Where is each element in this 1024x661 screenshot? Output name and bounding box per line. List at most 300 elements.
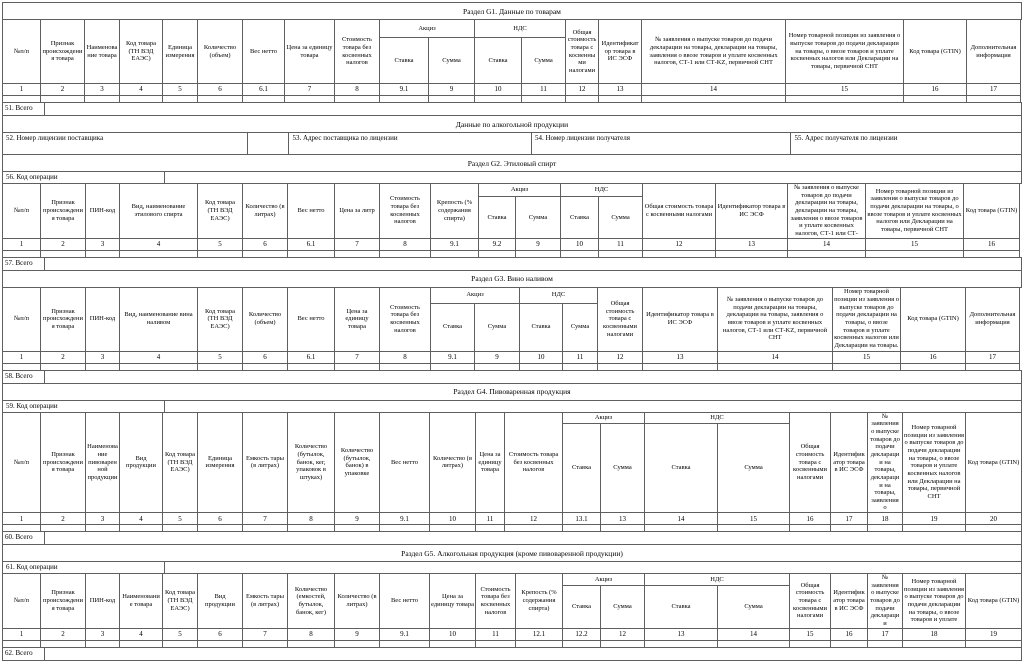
column-header (86, 574, 120, 629)
license-cell-label: 53. Адрес поставщика по лицензии (292, 134, 398, 142)
column-header (598, 287, 643, 351)
column-header (833, 287, 901, 351)
column-header-label: Вес нетто (297, 315, 325, 323)
g2-total-row (2, 257, 1022, 271)
column-group-label: НДС (710, 414, 724, 422)
column-number: 5 (198, 351, 243, 363)
column-header (429, 38, 475, 84)
column-group-label: НДС (551, 291, 566, 299)
column-header-label: Цена за единицу товара (286, 43, 333, 59)
section-table-g2 (2, 183, 1020, 258)
column-header-label: Идентификатор товара в ИС ЭСФ (601, 40, 639, 63)
column-header-label: Ставка (488, 56, 508, 64)
column-header-label: Количество (в литрах) (432, 454, 473, 470)
column-group-label: НДС (594, 186, 609, 194)
column-group-header (645, 412, 790, 424)
column-number: 14 (788, 238, 866, 250)
column-number: 11 (563, 351, 598, 363)
column-number: 3 (85, 84, 120, 96)
column-group-header (645, 574, 790, 586)
license-cell (248, 133, 290, 154)
column-number: 17 (831, 513, 868, 525)
column-header-label: Код товара (ТН ВЭД ЕАЭС) (204, 199, 235, 222)
operation-code-label: 61. Код операции (3, 562, 165, 573)
column-header (601, 424, 645, 513)
column-number: 9.1 (380, 84, 429, 96)
column-group-header (475, 20, 566, 38)
column-header (967, 20, 1021, 84)
column-number: 4 (120, 628, 163, 640)
column-header-label: № заявления о выпуске товаров до подачи декларации (870, 574, 900, 628)
column-number: 4 (120, 513, 163, 525)
license-cell (532, 133, 791, 154)
column-number: 9.1 (431, 351, 475, 363)
column-header-label: Вид, наименование вина наливом (124, 311, 193, 327)
operation-code-value-cell (165, 401, 1021, 412)
column-header-label: Признак происхождения товара (43, 307, 83, 330)
column-number: 1 (3, 513, 41, 525)
license-cell-label: 54. Номер лицензии получателя (534, 134, 630, 142)
column-header-label: № заявления о выпуске товаров до подачи декларации на товары, декларации на товары, заявления о ввозе товаров и уплате косвенных налогов, СТ-1 или СТ-KZ, первичной СНТ (649, 36, 778, 67)
license-cell (791, 133, 1021, 154)
column-header (566, 20, 599, 84)
column-header-label: Стоимость товара без косвенных налогов (342, 36, 372, 67)
column-header-label: Ставка (571, 602, 592, 610)
column-header (120, 20, 163, 84)
column-header-label: Код товара (GTIN) (965, 206, 1018, 214)
total-value-cell (45, 371, 1021, 383)
column-header (3, 287, 41, 351)
license-cell (3, 133, 248, 154)
column-header-label: №п/п (14, 315, 29, 323)
column-header (431, 303, 475, 351)
column-number: 10 (430, 513, 476, 525)
column-number: 15 (718, 513, 790, 525)
column-header-label: Идентификатор товара в ИС ЭСФ (646, 311, 714, 327)
column-header-label: Сумма (442, 56, 461, 64)
column-number: 12 (505, 513, 563, 525)
g4-operation-code-row (2, 400, 1022, 413)
column-header (522, 38, 566, 84)
column-number: 2 (41, 628, 86, 640)
column-number: 9 (475, 351, 520, 363)
column-header (3, 184, 41, 239)
g5-operation-code-row (2, 561, 1022, 574)
column-header (335, 412, 380, 513)
column-header-label: Вид продукции (205, 593, 235, 608)
column-header-label: Количество (объем) (248, 311, 282, 327)
column-header (563, 303, 598, 351)
column-header (198, 184, 243, 239)
g5-total-row (2, 647, 1022, 661)
column-header-label: Сумма (613, 602, 632, 610)
column-header (642, 20, 786, 84)
column-number: 6.1 (288, 238, 335, 250)
column-number: 6.1 (288, 351, 335, 363)
column-header (243, 184, 288, 239)
column-header-label: Крепость (% содержания спирта) (436, 199, 473, 222)
column-number: 6 (243, 238, 288, 250)
column-number: 17 (966, 351, 1020, 363)
column-number: 14 (718, 628, 790, 640)
column-header (831, 574, 868, 629)
column-number: 8 (288, 513, 335, 525)
column-number: 6 (198, 513, 243, 525)
column-header-label: Единица измерения (205, 454, 235, 470)
column-number: 1 (3, 351, 41, 363)
column-number: 16 (904, 84, 967, 96)
column-number: 12 (566, 84, 599, 96)
column-header (3, 20, 41, 84)
column-number: 9.1 (380, 628, 430, 640)
column-header-label: ПИН-код (89, 597, 116, 605)
operation-code-label: 56. Код операции (3, 172, 165, 183)
section-g3-title (2, 270, 1022, 288)
column-number: 13.1 (563, 513, 601, 525)
column-header-label: Номер товарной позиции из заявления о выпуске товаров до подачи декларации на товары, о ввозе товаров и уплате косвенных налогов или Декларации на товары, первичной СНТ (867, 187, 962, 234)
column-header (516, 574, 563, 629)
column-header (41, 184, 86, 239)
column-header (86, 184, 120, 239)
alcohol-data-band (2, 115, 1022, 133)
column-header-label: Общая стоимость товара с косвенными налогами (793, 581, 827, 620)
column-header-label: Признак происхождения товара (42, 40, 83, 63)
column-header-label: Цена за литр (339, 206, 375, 214)
column-header-label: Сумма (487, 323, 507, 331)
column-header-label: Вес нетто (297, 206, 325, 214)
column-number: 15 (833, 351, 901, 363)
column-header-label: Общая стоимость товара с косвенными налогами (567, 28, 597, 74)
column-header (120, 412, 163, 513)
column-group-header (520, 287, 598, 303)
total-value-cell (45, 103, 1021, 115)
column-number: 16 (790, 513, 831, 525)
column-header (904, 20, 967, 84)
column-number: 10 (430, 628, 476, 640)
column-header (903, 412, 966, 513)
column-number: 9.1 (431, 238, 479, 250)
column-header (479, 197, 516, 239)
column-header (335, 287, 380, 351)
column-header (380, 574, 430, 629)
column-header-label: Количество (бутылок, банок, кег, упаковок в штуках) (294, 443, 328, 481)
column-number: 1 (3, 84, 41, 96)
column-number: 13 (601, 513, 645, 525)
column-header-label: №п/п (14, 47, 29, 55)
total-label: 57. Всего (3, 258, 45, 270)
column-number: 11 (476, 513, 505, 525)
column-header-label: Наименование товара (86, 43, 118, 59)
column-header (718, 424, 790, 513)
total-label: 60. Всего (3, 532, 45, 544)
column-header (380, 412, 430, 513)
section-g1-title (2, 2, 1022, 20)
column-header-label: Сумма (534, 56, 553, 64)
column-number: 8 (380, 351, 431, 363)
column-group-label: Акциз (594, 414, 613, 422)
operation-code-value-cell (165, 562, 1021, 573)
column-number: 13 (645, 628, 718, 640)
license-cell-label: 52. Номер лицензии поставщика (6, 134, 104, 142)
column-header-label: Ставка (671, 602, 691, 610)
g3-total-row (2, 370, 1022, 384)
column-header-label: Сумма (613, 464, 632, 472)
section-title-text: Раздел G4. Пивоваренная продукция (453, 387, 571, 397)
column-number: 4 (120, 351, 198, 363)
column-number: 9 (516, 238, 561, 250)
column-header-label: Общая стоимость товара с косвенными налогами (793, 443, 827, 481)
column-header-label: Наименование товара (122, 593, 160, 608)
column-header-label: Цена за единицу товара (478, 450, 502, 474)
column-header-label: Код товара (ТН ВЭД ЕАЭС) (204, 307, 235, 330)
section-title-text: Раздел G1. Данные по товарам (463, 6, 561, 16)
section-title-text: Раздел G5. Алкогольная продукция (кроме пивоваренной продукции) (401, 548, 623, 558)
column-header (163, 412, 198, 513)
column-number: 3 (86, 628, 120, 640)
column-header-label: Сумма (744, 464, 763, 472)
column-group-label: НДС (710, 575, 724, 583)
column-header-label: Стоимость товара без косвенных налогов (480, 585, 511, 616)
column-header (163, 20, 198, 84)
column-number: 6.1 (243, 84, 285, 96)
column-header (41, 412, 86, 513)
column-header (41, 574, 86, 629)
column-header-label: Номер товарной позиции из заявления о выпуске товаров до подачи декларации на товары, о ввозе товаров и уплате косвенных налогов или Декларации на товары. (834, 288, 899, 350)
column-header (788, 184, 866, 239)
column-header (964, 184, 1020, 239)
column-header-label: Код товара (GTIN) (967, 458, 1020, 466)
column-header-label: № заявления о выпуске товаров до подачи декларации на товары, декларации на товары, заявления о ввозе товаров и уплате косвенных налогов, СТ-1 или СТ-KZ, первичной СНТ (722, 296, 828, 342)
column-header-label: Вес нетто (249, 47, 278, 55)
column-number: 7 (243, 628, 288, 640)
column-number: 16 (901, 351, 966, 363)
column-header (868, 412, 903, 513)
column-number: 19 (966, 628, 1022, 640)
column-number: 12 (598, 351, 643, 363)
column-header (790, 574, 831, 629)
column-number: 14 (718, 351, 833, 363)
column-header (288, 184, 335, 239)
column-header-label: Ставка (671, 464, 691, 472)
column-header-label: №п/п (14, 206, 29, 214)
column-header (645, 424, 718, 513)
column-number: 16 (831, 628, 868, 640)
column-header-label: Признак происхождения товара (43, 450, 83, 474)
column-header (643, 184, 716, 239)
column-header (966, 287, 1020, 351)
total-value-cell (45, 648, 1021, 660)
column-number: 6 (198, 628, 243, 640)
column-header (198, 412, 243, 513)
operation-code-value-cell (165, 172, 1021, 183)
column-header (85, 20, 120, 84)
column-header (601, 585, 645, 628)
column-header (563, 424, 601, 513)
column-number: 9 (429, 84, 475, 96)
section-g5-title (2, 544, 1022, 562)
column-number: 7 (335, 238, 380, 250)
column-header-label: Общая стоимость товара с косвенными налогами (644, 203, 714, 218)
column-header (645, 585, 718, 628)
column-header-label: Код товара (ТН ВЭД ЕАЭС) (164, 589, 195, 612)
column-number: 8 (335, 84, 380, 96)
column-number: 5 (198, 238, 243, 250)
column-header (475, 38, 522, 84)
column-group-header (479, 184, 561, 197)
section-g2-title (2, 154, 1022, 172)
column-number: 9 (335, 513, 380, 525)
column-header-label: Ставка (442, 323, 463, 331)
column-header (790, 412, 831, 513)
column-header (288, 287, 335, 351)
column-header (475, 303, 520, 351)
column-number: 10 (561, 238, 599, 250)
column-header-label: Емкость тары (в литрах) (245, 454, 285, 470)
section-table-g3 (2, 287, 1020, 371)
column-header-label: Сумма (570, 323, 590, 331)
column-header (285, 20, 335, 84)
column-header-label: Вид продукции (126, 454, 156, 470)
section-title-text: Раздел G3. Вино наливом (471, 274, 553, 284)
g2-operation-code-row (2, 171, 1022, 184)
column-header-label: Емкость тары (в литрах) (245, 593, 285, 608)
column-header-label: Код товара (GTIN) (907, 315, 959, 323)
column-header-label: Идентификатор товара в ИС ЭСФ (833, 450, 865, 474)
license-cell-label: 55. Адрес получателя по лицензии (794, 134, 898, 142)
column-header-label: Стоимость товара без косвенных налогов (390, 303, 420, 334)
column-number: 6 (198, 84, 243, 96)
column-header (243, 412, 288, 513)
column-header (901, 287, 966, 351)
column-header-label: Стоимость товара без косвенных налогов (390, 195, 420, 226)
column-header (868, 574, 903, 629)
column-header-label: Дополнительная информация (970, 43, 1017, 59)
license-row (2, 132, 1022, 155)
column-number: 3 (86, 351, 120, 363)
column-header (120, 184, 198, 239)
column-header-label: Код товара (ТН ВЭД ЕАЭС) (125, 40, 156, 63)
column-header (243, 574, 288, 629)
column-header (243, 20, 285, 84)
column-header (431, 184, 479, 239)
column-number: 13 (716, 238, 788, 250)
column-number: 13 (643, 351, 718, 363)
total-value-cell (45, 532, 1021, 544)
column-header (41, 20, 85, 84)
column-header (643, 287, 718, 351)
column-header-label: Вес нетто (390, 597, 419, 605)
column-header (335, 574, 380, 629)
column-number: 7 (335, 351, 380, 363)
column-number: 5 (163, 84, 198, 96)
column-number: 15 (790, 628, 831, 640)
g1-total-row (2, 102, 1022, 116)
column-header-label: №п/п (14, 597, 29, 605)
column-header (718, 287, 833, 351)
column-header (198, 20, 243, 84)
column-header-label: Идентификатор товара в ИС ЭСФ (833, 589, 865, 612)
total-value-cell (45, 258, 1021, 270)
column-number: 9.2 (479, 238, 516, 250)
column-number: 3 (86, 513, 120, 525)
column-header (966, 412, 1022, 513)
column-header-label: Код товара (GTIN) (967, 597, 1020, 605)
column-header-label: Сумма (744, 602, 763, 610)
column-header-label: Номер товарной позиции из заявления о выпуске товаров до подачи декларации на товары, о ввозе товаров и уплате косвенных налогов или Декларации на товары, первичной СНТ (788, 32, 901, 70)
column-number: 10 (520, 351, 563, 363)
column-header (831, 412, 868, 513)
column-header-label: Цена за единицу товара (431, 593, 474, 608)
column-header-label: Ставка (487, 213, 507, 221)
column-header (198, 574, 243, 629)
column-number: 12.1 (516, 628, 563, 640)
column-header-label: Количество (емкостей, бутылок, банок, кег) (294, 585, 328, 616)
column-number: 11 (522, 84, 566, 96)
column-group-header (380, 20, 475, 38)
column-group-label: Акциз (510, 186, 529, 194)
column-number: 4 (120, 238, 198, 250)
column-number: 16 (964, 238, 1020, 250)
column-header-label: Номер товарной позиции из заявления о выпуске товаров до подачи декларации на товары, о ввозе товаров и уплате косвенных налогов или Декларации на товары, первичной СНТ (904, 424, 965, 500)
column-number: 2 (41, 84, 85, 96)
operation-code-label: 59. Код операции (3, 401, 165, 412)
column-header-label: Признак происхождения товара (43, 589, 83, 612)
column-header (505, 412, 563, 513)
column-number: 12 (601, 628, 645, 640)
column-group-label: Акциз (594, 575, 613, 583)
section-table-g4 (2, 412, 1022, 533)
column-number: 19 (903, 513, 966, 525)
column-number: 13 (599, 84, 642, 96)
column-header-label: Ставка (571, 464, 592, 472)
column-number: 11 (599, 238, 643, 250)
column-header (561, 197, 599, 239)
total-label: 58. Всего (3, 371, 45, 383)
column-number: 12 (643, 238, 716, 250)
column-header-label: Общая стоимость товара с косвенными налогами (603, 299, 637, 338)
column-header (198, 287, 243, 351)
column-header (120, 287, 198, 351)
column-header-label: № заявления о выпуске товаров до подачи декларации на товары, декларации на товары, заявления о ввозе товаров и уплате косвенных налогов, СТ-1 или СТ- (790, 184, 863, 237)
invoice-goods-form (2, 2, 1022, 661)
column-header-label: Крепость (% содержания спирта) (521, 589, 557, 612)
column-number: 6 (243, 351, 288, 363)
column-number: 5 (163, 513, 198, 525)
column-header-label: Количество (бутылок, банок) в упаковке (340, 447, 374, 478)
column-header-label: Вес нетто (390, 458, 419, 466)
column-number: 11 (476, 628, 516, 640)
column-header-label: Идентификатор товара в ИС ЭСФ (717, 203, 786, 218)
column-header-label: Наименование пивоваренной продукции (87, 443, 118, 481)
column-number: 14 (642, 84, 786, 96)
column-header-label: №п/п (14, 458, 29, 466)
column-group-label: Акциз (418, 24, 436, 32)
column-header (476, 574, 516, 629)
column-number: 8 (288, 628, 335, 640)
column-group-header (431, 287, 520, 303)
column-group-header (561, 184, 643, 197)
column-header-label: Номер товарной позиции из заявления о выпуске товаров до подачи декларации на товары, о ввозе товаров и уплате (904, 577, 965, 624)
column-header-label: Код товара (ТН ВЭД ЕАЭС) (164, 450, 195, 474)
column-group-label: НДС (513, 24, 527, 32)
column-header (866, 184, 964, 239)
column-header (86, 287, 120, 351)
column-header-label: Количество (в литрах) (337, 593, 377, 608)
total-label: 62. Всего (3, 648, 45, 660)
column-header-label: № заявления о выпуске товаров до подачи декларации на товары, декларации на товары, заявления о (870, 412, 900, 512)
column-group-header (563, 574, 645, 586)
column-number: 9 (335, 628, 380, 640)
